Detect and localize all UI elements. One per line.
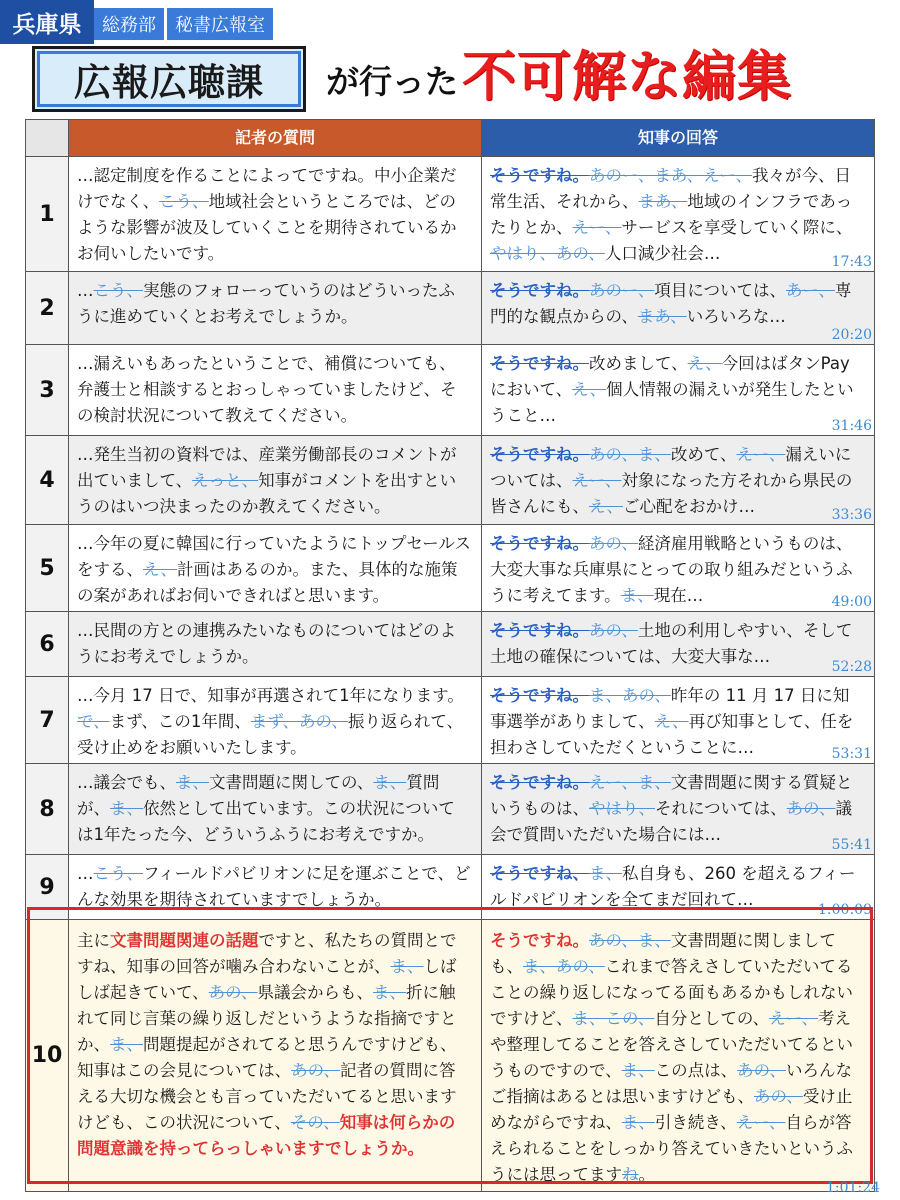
transcript-text: 項目については、 xyxy=(654,281,787,300)
struck-filler-word: ま、 xyxy=(110,1035,143,1054)
transcript-text: これまで答えさしていただいてることの繰り返しになってる面もあるかもしれないですけど、 xyxy=(490,957,853,1028)
answer-cell xyxy=(482,157,874,271)
struck-filler-word: ね xyxy=(622,1165,639,1184)
transcript-text: …民間の方との連携みたいなものについてはどのようにお考えでしょうか。 xyxy=(77,621,457,666)
struck-filler-word: あのー、まあ、えー、 xyxy=(589,166,753,185)
transcript-text: …議会でも、 xyxy=(77,773,176,792)
table-row xyxy=(25,612,875,677)
row-number: 10 xyxy=(26,920,69,1191)
struck-filler-word: で、 xyxy=(77,712,110,731)
question-cell xyxy=(69,157,482,271)
row-number: 4 xyxy=(26,436,69,524)
timestamp: 33:36 xyxy=(831,507,872,523)
struck-filler-word: えっと、 xyxy=(192,471,259,490)
transcript-text: ですと、私たちの質問とですね、知事の回答が噛み合わないことが、 xyxy=(77,931,457,976)
struck-filler-word: こう、 xyxy=(93,281,143,300)
struck-filler-word: ま、 xyxy=(620,586,654,605)
transcript-text: 経済雇用戦略というものは、大変大事な兵庫県にとっての取り組みだというふうに考えてます。 xyxy=(490,534,853,605)
question-cell xyxy=(69,920,482,1191)
timestamp: 49:00 xyxy=(831,594,872,610)
transcript-text: 改めまして、 xyxy=(589,354,688,373)
transcript-text: いろいろな… xyxy=(686,307,786,326)
transcript-text: 昨年の 11 月 17 日に知事選挙がありまして、 xyxy=(490,686,850,731)
struck-filler-word: やはり、あの、 xyxy=(490,244,605,263)
row-number: 5 xyxy=(26,525,69,611)
transcript-text: フィールドパビリオンに足を運ぶことで、どんな効果を期待されていますでしょうか。 xyxy=(77,864,471,909)
row-number: 3 xyxy=(26,345,69,435)
row-number: 1 xyxy=(26,157,69,271)
transcript-text: 文書問題に関しての、 xyxy=(209,773,374,792)
struck-filler-word: ま、 xyxy=(373,773,407,792)
transcript-text: 我々が今、日常生活、それから、 xyxy=(490,166,852,211)
transcript-text: 文書問題に関しましても、 xyxy=(490,931,836,976)
struck-filler-word: えー、ま、 xyxy=(589,773,671,792)
transcript-text: この点は、 xyxy=(654,1061,738,1080)
transcript-text: 引き続き、 xyxy=(654,1113,737,1132)
transcript-text: …発生当初の資料では、産業労働部長のコメントが出ていまして、 xyxy=(77,445,457,490)
timestamp: 55:41 xyxy=(831,837,872,853)
struck-filler-word: えー、 xyxy=(736,1113,786,1132)
question-cell xyxy=(69,677,482,763)
answer-cell xyxy=(482,612,874,676)
answer-cell xyxy=(482,920,874,1191)
struck-filler-word: えー、 xyxy=(572,471,622,490)
timestamp: 52:28 xyxy=(831,659,872,675)
struck-opening-phrase: そうですね、 xyxy=(490,864,589,883)
struck-opening-phrase: そうですね。 xyxy=(490,281,589,300)
answer-cell xyxy=(482,436,874,524)
transcript-text: … xyxy=(77,281,94,300)
division-title: 広報広聴課 xyxy=(32,46,306,112)
row-number: 7 xyxy=(26,677,69,763)
struck-filler-word: ま、 xyxy=(621,1113,655,1132)
table-row xyxy=(25,855,875,920)
dept-tag: 総務部 xyxy=(94,8,164,40)
struck-filler-word: ま、この、 xyxy=(572,1009,655,1028)
transcript-text: 文書問題に関する質疑というものは、 xyxy=(490,773,853,818)
transcript-text: まず、この1年間、 xyxy=(109,712,251,731)
transcript-text: …今年の夏に韓国に行っていたようにトップセールスをする、 xyxy=(77,534,471,579)
transcript-text: 受け止めながらですね、 xyxy=(490,1087,853,1132)
transcript-text: …認定制度を作ることによってですね。中小企業だけでなく、 xyxy=(77,166,457,211)
question-cell xyxy=(69,436,482,524)
transcript-text: 私自身も、260 を超えるフィールドパビリオンを全てまだ回れて… xyxy=(490,864,856,909)
title-connector: が行った xyxy=(326,62,458,101)
struck-filler-word: あの、 xyxy=(589,534,638,553)
transcript-text: ご心配をおかけ… xyxy=(623,497,755,516)
transcript-text: 。 xyxy=(638,1165,655,1184)
question-cell xyxy=(69,612,482,676)
struck-opening-phrase: そうですね。 xyxy=(490,166,589,185)
question-cell xyxy=(69,345,482,435)
struck-filler-word: ま、 xyxy=(373,983,407,1002)
struck-filler-word: その、 xyxy=(290,1113,340,1132)
transcript-text: …漏えいもあったということで、補償についても、弁護士と相談するとおっしゃっていましたけど、その検討状況について教えてください。 xyxy=(77,354,457,425)
table-row xyxy=(25,525,875,612)
timestamp: 31:46 xyxy=(831,418,872,434)
transcript-text: 問題提起がされてると思うんですけども、知事はこの会見については、 xyxy=(77,1035,457,1080)
transcript-text: 自分としての、 xyxy=(654,1009,770,1028)
struck-filler-word: ま、 xyxy=(621,1061,655,1080)
row-number: 6 xyxy=(26,612,69,676)
timestamp: 20:20 xyxy=(831,327,872,343)
table-body xyxy=(25,157,875,1192)
struck-opening-phrase: そうですね。 xyxy=(490,445,589,464)
struck-filler-word: あの、 xyxy=(737,1061,787,1080)
struck-filler-word: やはり、 xyxy=(589,799,655,818)
answer-cell xyxy=(482,677,874,763)
qa-table xyxy=(25,119,875,1192)
transcript-text: 対象になった方それから県民の皆さんにも、 xyxy=(490,471,853,516)
transcript-text: 主に xyxy=(77,931,110,950)
transcript-text: … xyxy=(77,864,94,883)
transcript-text: 地域社会というところでは、どのような影響が波及していくことを期待されているかお伺いしたいです。 xyxy=(77,192,457,263)
transcript-text: 人口減少社会… xyxy=(604,244,721,263)
timestamp: 53:31 xyxy=(831,746,872,762)
struck-filler-word: あの、 xyxy=(208,983,258,1002)
transcript-text: 漏えいについては、 xyxy=(490,445,852,490)
transcript-text: 依然として出ています。この状況については1年たった今、どういうふうにお考えですか。 xyxy=(77,799,455,844)
table-row-10 xyxy=(25,920,875,1192)
struck-filler-word: まあ、 xyxy=(638,192,688,211)
transcript-text: …今月 17 日で、知事が再選されて1年になります。 xyxy=(77,686,464,705)
transcript-text: 考えや整理してることを答えさしていただいてるというものですので、 xyxy=(490,1009,853,1080)
question-cell xyxy=(69,855,482,919)
header-question: 記者の質問 xyxy=(69,120,482,156)
struck-filler-word: えー、 xyxy=(736,445,786,464)
struck-filler-word: まず、あの、 xyxy=(250,712,348,731)
struck-filler-word: えー、 xyxy=(572,218,622,237)
transcript-text: 議会で質問いただいた場合には… xyxy=(490,799,853,844)
transcript-text: サービスを享受していく際に、 xyxy=(621,218,853,237)
struck-opening-phrase: そうですね。 xyxy=(490,686,589,705)
row-number: 9 xyxy=(26,855,69,919)
answer-cell xyxy=(482,525,874,611)
struck-filler-word: え、 xyxy=(143,560,177,579)
timestamp: 17:43 xyxy=(831,254,872,270)
transcript-text: 改めて、 xyxy=(670,445,737,464)
struck-opening-phrase: そうですね。 xyxy=(490,534,589,553)
transcript-text: 土地の利用しやすい、そして土地の確保については、大変大事な… xyxy=(490,621,853,666)
transcript-text: 自らが答えられることをしっかり答えていきたいというふうには思ってます xyxy=(490,1113,853,1184)
transcript-text: 記者の質問に答える大切な機会とも言っていただいてると思いますけども、この状況について、 xyxy=(77,1061,457,1132)
table-row xyxy=(25,345,875,436)
transcript-text: 個人情報の漏えいが発生したということ… xyxy=(490,380,854,425)
transcript-text: 県議会からも、 xyxy=(257,983,374,1002)
header-answer: 知事の回答 xyxy=(482,120,874,156)
office-tag: 秘書広報室 xyxy=(167,8,273,40)
transcript-text: 振り返られて、受け止めをお願いいたします。 xyxy=(77,712,464,757)
header-num-cell xyxy=(26,120,69,156)
transcript-text: 専門的な観点からの、 xyxy=(490,281,852,326)
answer-cell xyxy=(482,272,874,344)
transcript-text: 計画はあるのか。また、具体的な施策の案があればお伺いできればと思います。 xyxy=(77,560,458,605)
table-header-row xyxy=(25,119,875,157)
struck-filler-word: ま、 xyxy=(390,957,424,976)
struck-filler-word: ま、 xyxy=(176,773,209,792)
struck-filler-word: え、 xyxy=(589,497,623,516)
table-row xyxy=(25,677,875,764)
timestamp: 1:00:09 xyxy=(818,902,872,918)
transcript-text: 再び知事として、任を担わさしていただくということに… xyxy=(490,712,854,757)
row-number: 2 xyxy=(26,272,69,344)
struck-filler-word: え、 xyxy=(687,354,722,373)
prefecture-label: 兵庫県 xyxy=(0,0,94,44)
struck-filler-word: えー、 xyxy=(769,1009,819,1028)
answer-cell xyxy=(482,345,874,435)
struck-filler-word: ま、 xyxy=(589,864,622,883)
answer-cell xyxy=(482,764,874,854)
highlighted-phrase: 知事は何らかの問題意識を持ってらっしゃいますでしょうか。 xyxy=(77,1113,456,1158)
struck-filler-word: ま、 xyxy=(110,799,143,818)
struck-filler-word: あのー、 xyxy=(589,281,655,300)
table-row xyxy=(25,764,875,855)
struck-filler-word: こう、 xyxy=(93,864,143,883)
question-cell xyxy=(69,764,482,854)
struck-filler-word: あの、ま、 xyxy=(589,931,671,950)
transcript-text: 知事がコメントを出すというのはいつ決まったのか教えてください。 xyxy=(77,471,457,516)
question-cell xyxy=(69,272,482,344)
highlighted-phrase: そうですね。 xyxy=(490,931,589,950)
highlighted-phrase: 文書問題関連の話題 xyxy=(110,931,259,950)
struck-opening-phrase: そうですね。 xyxy=(490,621,589,640)
table-row xyxy=(25,436,875,525)
answer-cell xyxy=(482,855,874,919)
struck-filler-word: あー、 xyxy=(786,281,835,300)
table-row xyxy=(25,157,875,272)
struck-opening-phrase: そうですね。 xyxy=(490,354,589,373)
struck-filler-word: あの、 xyxy=(589,621,638,640)
transcript-text: いろんなご指摘はあるとは思いますけども、 xyxy=(490,1061,853,1106)
struck-opening-phrase: そうですね。 xyxy=(490,773,589,792)
transcript-text: 実態のフォローっていうのはどういったふうに進めていくとお考えでしょうか。 xyxy=(77,281,456,326)
struck-filler-word: ま、あの、 xyxy=(523,957,605,976)
transcript-text: 折に触れて同じ言葉の繰り返しだというような指摘ですとか、 xyxy=(77,983,457,1054)
headline-strange-edit: 不可解な編集 xyxy=(462,45,792,108)
timestamp: 1:01:24 xyxy=(826,1180,880,1196)
struck-filler-word: あの、ま、 xyxy=(589,445,671,464)
struck-filler-word: こう、 xyxy=(159,192,209,211)
transcript-text: それについては、 xyxy=(655,799,787,818)
transcript-text: 質問が、 xyxy=(77,773,440,818)
struck-filler-word: あの、 xyxy=(754,1087,803,1106)
struck-filler-word: ま、あの、 xyxy=(589,686,671,705)
struck-filler-word: あの、 xyxy=(786,799,836,818)
struck-filler-word: まあ、 xyxy=(637,307,687,326)
struck-filler-word: え、 xyxy=(654,712,689,731)
struck-filler-word: あの、 xyxy=(291,1061,341,1080)
table-row xyxy=(25,272,875,345)
department-tags xyxy=(94,8,273,42)
row-number: 8 xyxy=(26,764,69,854)
question-cell xyxy=(69,525,482,611)
transcript-text: 今回はばタンPay において、 xyxy=(490,354,850,399)
struck-filler-word: え、 xyxy=(572,380,607,399)
transcript-text: しばしば起きていて、 xyxy=(77,957,457,1002)
transcript-text: 現在… xyxy=(653,586,704,605)
transcript-text: 地域のインフラであったりとか、 xyxy=(490,192,853,237)
